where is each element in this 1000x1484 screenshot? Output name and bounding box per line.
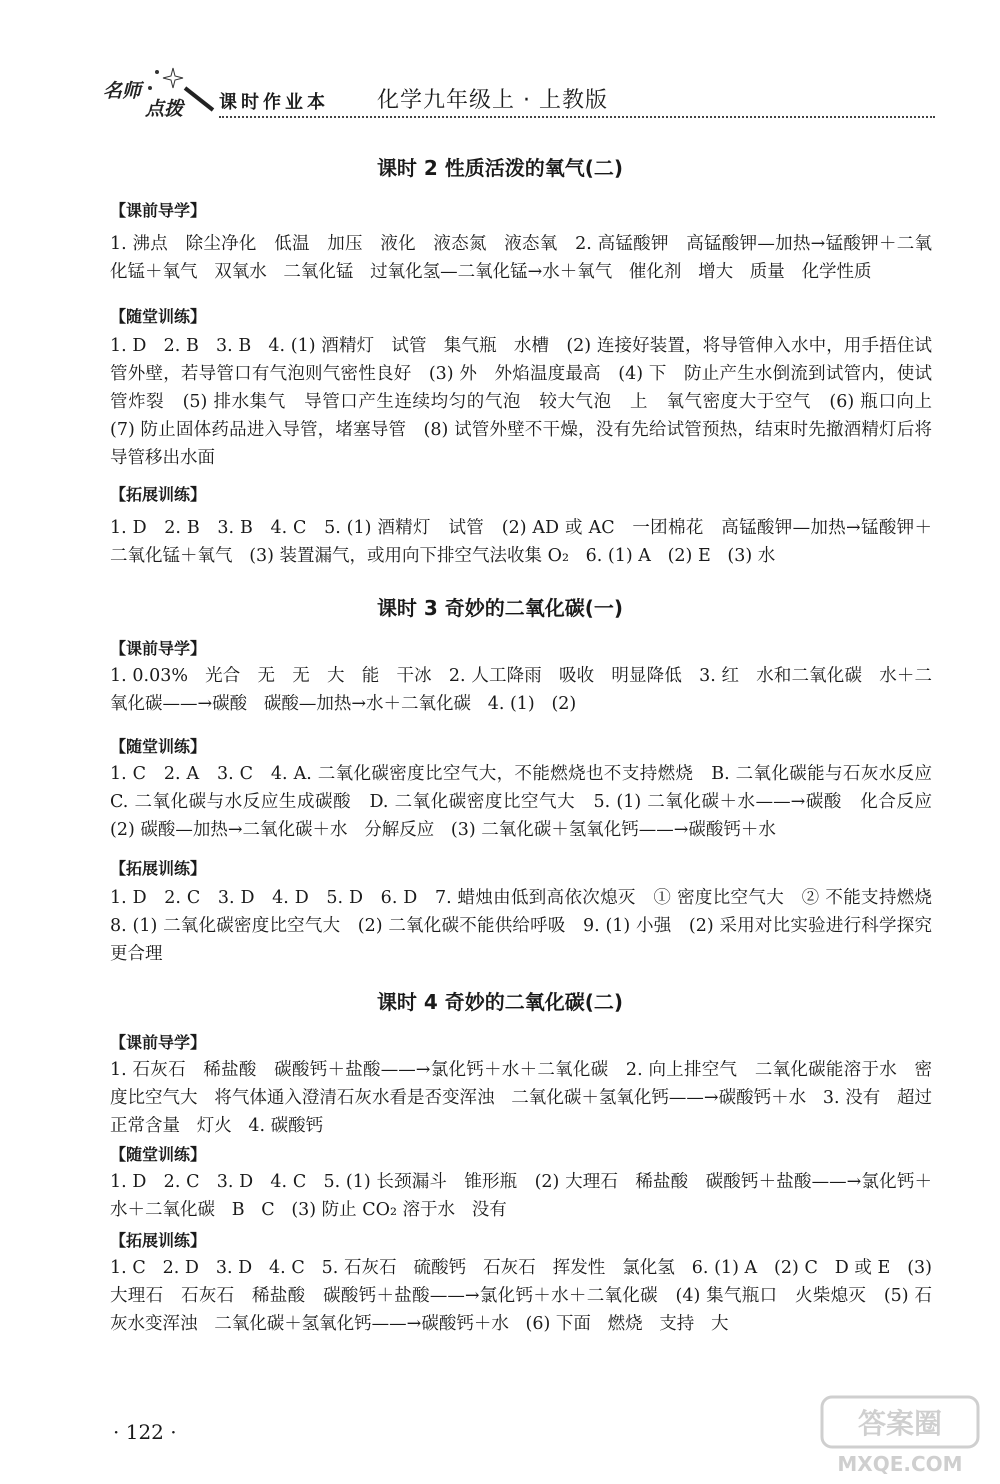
section-title: 课时 3 奇妙的二氧化碳(一) bbox=[376, 596, 624, 620]
answer-text: 1. D 2. C 3. D 4. C 5. (1) 长颈漏斗 锥形瓶 (2) 大理石 稀盐酸 碳酸钙＋盐酸——→氯化钙＋水＋二氧化碳 B C (3) 防止 CO₂ 溶于水 没有 bbox=[110, 1172, 932, 1220]
subsection-label: 【拓展训练】 bbox=[110, 1231, 207, 1250]
answer-paragraph bbox=[110, 884, 949, 968]
answer-text: 1. 沸点 除尘净化 低温 加压 液化 液态氮 液态氧 2. 高锰酸钾 高锰酸钾—加热→锰酸钾＋二氧化锰＋氧气 双氧水 二氧化锰 过氧化氢—二氧化锰→水＋氧气 催化剂 增大 质量 化学性质 bbox=[110, 234, 932, 282]
answer-paragraph bbox=[110, 230, 932, 286]
answer-paragraph bbox=[110, 1254, 938, 1338]
subsection-label: 【随堂训练】 bbox=[110, 1145, 207, 1164]
subsection-label: 【拓展训练】 bbox=[110, 485, 207, 504]
answer-text: 1. 0.03% 光合 无 无 大 能 干冰 2. 人工降雨 吸收 明显降低 3. 红 水和二氧化碳 水＋二氧化碳——→碳酸 碳酸—加热→水＋二氧化碳 4. (1) (2) bbox=[110, 666, 932, 714]
subsection-label: 【随堂训练】 bbox=[110, 307, 207, 326]
watermark-text-2: MXQE.COM bbox=[837, 1452, 963, 1476]
logo-text-1: 名师 bbox=[103, 80, 142, 102]
answer-text: 1. 石灰石 稀盐酸 碳酸钙＋盐酸——→氯化钙＋水＋二氧化碳 2. 向上排空气 二氧化碳能溶于水 密度比空气大 将气体通入澄清石灰水看是否变浑浊 二氧化碳＋氢氧化钙——→碳酸钙＋水 3. 没有 超过正常含量 灯火 4. 碳酸钙 bbox=[110, 1060, 932, 1136]
answer-paragraph bbox=[110, 760, 949, 844]
section-title: 课时 2 性质活泼的氧气(二) bbox=[376, 156, 624, 180]
section-title: 课时 4 奇妙的二氧化碳(二) bbox=[376, 990, 624, 1014]
answer-text: 1. D 2. B 3. B 4. (1) 酒精灯 试管 集气瓶 水槽 (2) 连接好装置，将导管伸入水中，用手捂住试管外壁，若导管口有气泡则气密性良好 (3) 外 外焰温度最高 (4) 下 防止产生水倒流到试管内，使试管炸裂 (5) 排水集气 导管口产生连续均匀的气泡 较大气泡 上 氧气密度大于空气 (6) 瓶口向上 (7) 防止固体药品进入导管，堵塞导管 (8) 试管外壁不干燥，没有先给试管预热，结束时先撤酒精灯后将导管移出水面 bbox=[110, 336, 949, 468]
watermark-logo bbox=[820, 1395, 980, 1480]
header-divider bbox=[219, 116, 935, 118]
answer-paragraph bbox=[110, 1168, 932, 1224]
subsection-label: 【课前导学】 bbox=[110, 201, 207, 220]
answer-text: 1. C 2. D 3. D 4. C 5. 石灰石 硫酸钙 石灰石 挥发性 氯化氢 6. (1) A (2) C D 或 E (3) 大理石 石灰石 稀盐酸 碳酸钙＋盐酸——→氯化钙＋水＋二氧化碳 (4) 集气瓶口 火柴熄灭 (5) 石灰水变浑浊 二氧化碳＋氢氧化钙——→碳酸钙＋水 (6) 下面 燃烧 支持 大 bbox=[110, 1258, 938, 1334]
answer-paragraph bbox=[110, 1056, 932, 1140]
subject-title: 化学九年级上 · 上教版 bbox=[377, 88, 608, 113]
page-number: · 122 · bbox=[113, 1420, 177, 1444]
series-logo bbox=[95, 58, 215, 118]
answer-text: 1. D 2. B 3. B 4. C 5. (1) 酒精灯 试管 (2) AD 或 AC 一团棉花 高锰酸钾—加热→锰酸钾＋二氧化锰＋氧气 (3) 装置漏气，或用向下排空气法收集 O₂ 6. (1) A (2) E (3) 水 bbox=[110, 518, 932, 566]
subsection-label: 【课前导学】 bbox=[110, 1033, 207, 1052]
logo-text-2: 点拨 bbox=[145, 98, 184, 120]
subsection-label: 【课前导学】 bbox=[110, 639, 207, 658]
series-title: 课时作业本 bbox=[219, 92, 329, 113]
page-header bbox=[95, 58, 935, 130]
subsection-label: 【拓展训练】 bbox=[110, 859, 207, 878]
answer-paragraph bbox=[110, 662, 932, 718]
answer-paragraph bbox=[110, 514, 932, 570]
subsection-label: 【随堂训练】 bbox=[110, 737, 207, 756]
answer-text: 1. C 2. A 3. C 4. A. 二氧化碳密度比空气大，不能燃烧也不支持燃烧 B. 二氧化碳能与石灰水反应 C. 二氧化碳与水反应生成碳酸 D. 二氧化碳密度比空气大 5. (1) 二氧化碳＋水——→碳酸 化合反应 (2) 碳酸—加热→二氧化碳＋水 分解反应 (3) 二氧化碳＋氢氧化钙——→碳酸钙＋水 bbox=[110, 764, 949, 840]
answer-text: 1. D 2. C 3. D 4. D 5. D 6. D 7. 蜡烛由低到高依次熄灭 ① 密度比空气大 ② 不能支持燃烧 8. (1) 二氧化碳密度比空气大 (2) 二氧化碳不能供给呼吸 9. (1) 小强 (2) 采用对比实验进行科学探究更合理 bbox=[110, 888, 949, 964]
watermark-text-1: 答案圈 bbox=[857, 1407, 943, 1440]
answer-paragraph bbox=[110, 332, 949, 472]
